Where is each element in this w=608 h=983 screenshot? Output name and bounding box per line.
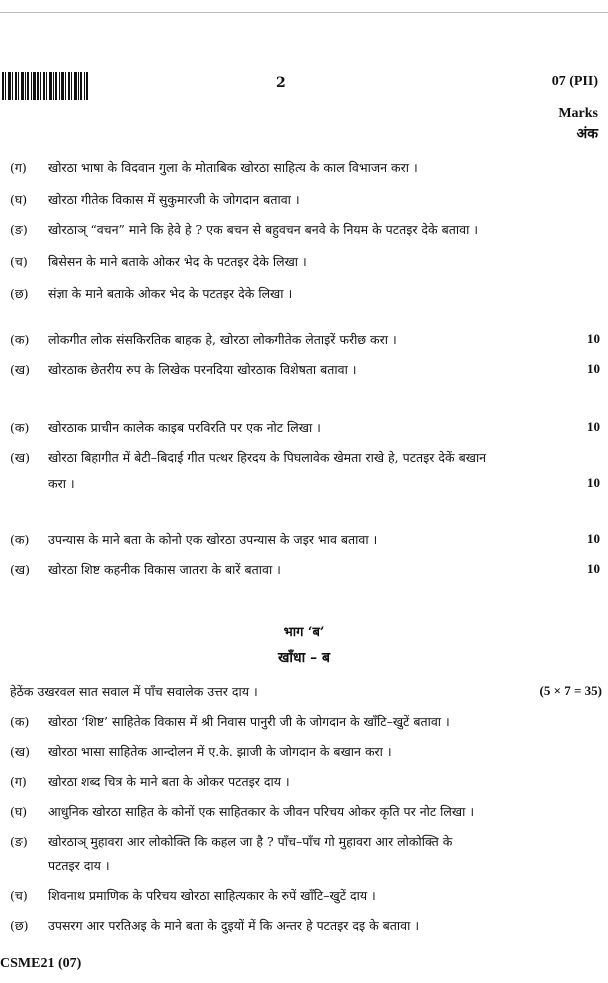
question-text-continued: करा ।: [48, 476, 75, 491]
question-label: (ग): [10, 774, 27, 789]
marks-heading-en: Marks: [558, 106, 598, 121]
question-text: खोरठा गीतेक विकास में सुकुमारजी के जोगदान बतावा ।: [48, 192, 300, 207]
section-title: भाग ‘ब’: [283, 625, 325, 640]
question-text: खोरठाक छेतरीय रुप के लिखेक परनदिया खोरठाक विशेषता बतावा ।: [48, 362, 357, 377]
question-label: (घ): [10, 804, 28, 819]
question-text: उपन्यास के माने बता के कोनो एक खोरठा उपन्यास के जइर भाव बतावा ।: [48, 532, 378, 547]
question-text: खोरठा ‘शिष्ट’ साहितेक विकास में श्री निवास पानुरी जी के जोगदान के खाँटि–खुटें बतावा ।: [48, 714, 450, 729]
question-text: खोरठा शब्द चित्र के माने बता के ओकर पटतइर दाय ।: [48, 774, 290, 789]
question-item: [10, 156, 585, 180]
question-text: खोरठा बिहागीत में बेटी–बिदाई गीत पत्थर हिरदय के पिघलावेक खेमता राखे हे, पटतइर देकें बखान: [48, 450, 487, 465]
paper-code: 07 (PII): [551, 74, 598, 89]
question-label: (क): [10, 420, 30, 435]
question-text: उपसरग आर परतिअइ के माने बता के दुइयों में कि अन्तर हे पटतइर दइ के बतावा ।: [48, 918, 420, 933]
question-label: (ख): [10, 362, 30, 377]
question-marks: 10: [587, 475, 600, 490]
question-item: [10, 188, 585, 212]
question-text: खोरठा भासा साहितेक आन्दोलन में ए.के. झाजी के जोगदान के बखान करा ।: [48, 744, 392, 759]
question-text: संज्ञा के माने बताके ओकर भेद के पटतइर देके लिखा ।: [48, 286, 293, 301]
section-subtitle: खाँधा – ब: [277, 650, 331, 666]
question-label: (च): [10, 888, 28, 903]
question-text: शिवनाथ प्रमाणिक के परिचय खोरठा साहित्यकार के रुपें खाँटि–खुटें दाय ।: [48, 888, 376, 903]
question-marks: 10: [587, 361, 600, 376]
question-text: खोरठाक प्राचीन कालेक काइब परविरति पर एक नोट लिखा ।: [48, 420, 321, 435]
question-label: (घ): [10, 192, 28, 207]
marks-heading-hi: अंक: [576, 126, 598, 142]
question-item: [10, 416, 585, 440]
question-label: (ङ): [10, 222, 28, 237]
question-item: [10, 250, 585, 274]
section-instruction: हेठेंक उखरवल सात सवाल में पाँच सवालेक उत्तर दाय ।: [10, 684, 258, 699]
question-text: खोरठाञ् मुहावरा आर लोकोक्ति कि कहल जा है ? पाँच–पाँच गो मुहावरा आर लोकोक्ति के: [48, 834, 453, 849]
question-marks: 10: [587, 331, 600, 346]
question-item: [10, 770, 585, 794]
question-text: लोकगीत लोक संसकिरतिक बाहक हे, खोरठा लोकगीतेक लेताइरें फरीछ करा ।: [48, 332, 397, 347]
question-label: (ग): [10, 160, 27, 175]
question-label: (ख): [10, 744, 30, 759]
question-item: [10, 740, 585, 764]
question-item: [10, 558, 585, 582]
question-item: [10, 358, 585, 382]
question-item: [10, 218, 585, 242]
question-text: बिसेसन के माने बताके ओकर भेद के पटतइर देके लिखा ।: [48, 254, 307, 269]
question-label: (ख): [10, 450, 30, 465]
question-marks: 10: [587, 531, 600, 546]
question-item: [10, 884, 585, 908]
question-label: (ख): [10, 562, 30, 577]
question-label: (छ): [10, 286, 29, 301]
question-item: [10, 914, 585, 938]
barcode-graphic: [2, 72, 88, 100]
question-item: [10, 328, 585, 352]
question-label: (क): [10, 714, 30, 729]
question-marks: 10: [587, 419, 600, 434]
question-item: [10, 528, 585, 552]
question-label: (क): [10, 332, 30, 347]
question-label: (क): [10, 532, 30, 547]
question-item: [10, 282, 585, 306]
question-text: आधुनिक खोरठा साहित के कोनों एक साहितकार के जीवन परिचय ओकर कृति पर नोट लिखा ।: [48, 804, 475, 819]
section-marks-formula: (5 × 7 = 35): [539, 683, 602, 698]
question-label: (ङ): [10, 834, 28, 849]
question-item: [10, 830, 585, 854]
question-item: [10, 710, 585, 734]
question-text: खोरठाञ् “वचन” माने कि हेवे हे ? एक बचन से बहुवचन बनवे के नियम के पटतइर देके बतावा ।: [48, 222, 479, 237]
question-label: (च): [10, 254, 28, 269]
top-rule: [0, 12, 608, 13]
question-item: [10, 800, 585, 824]
question-text-continued: पटतइर दाय ।: [48, 858, 110, 873]
page-number: 2: [276, 75, 286, 91]
question-label: (छ): [10, 918, 29, 933]
question-text: खोरठा शिष्ट कहनीक विकास जातरा के बारें बतावा ।: [48, 562, 281, 577]
footer-code: CSME21 (07): [0, 956, 82, 971]
question-marks: 10: [587, 561, 600, 576]
question-item: [10, 446, 585, 470]
question-text: खोरठा भाषा के विदवान गुला के मोताबिक खोरठा साहित्य के काल विभाजन करा ।: [48, 160, 418, 175]
